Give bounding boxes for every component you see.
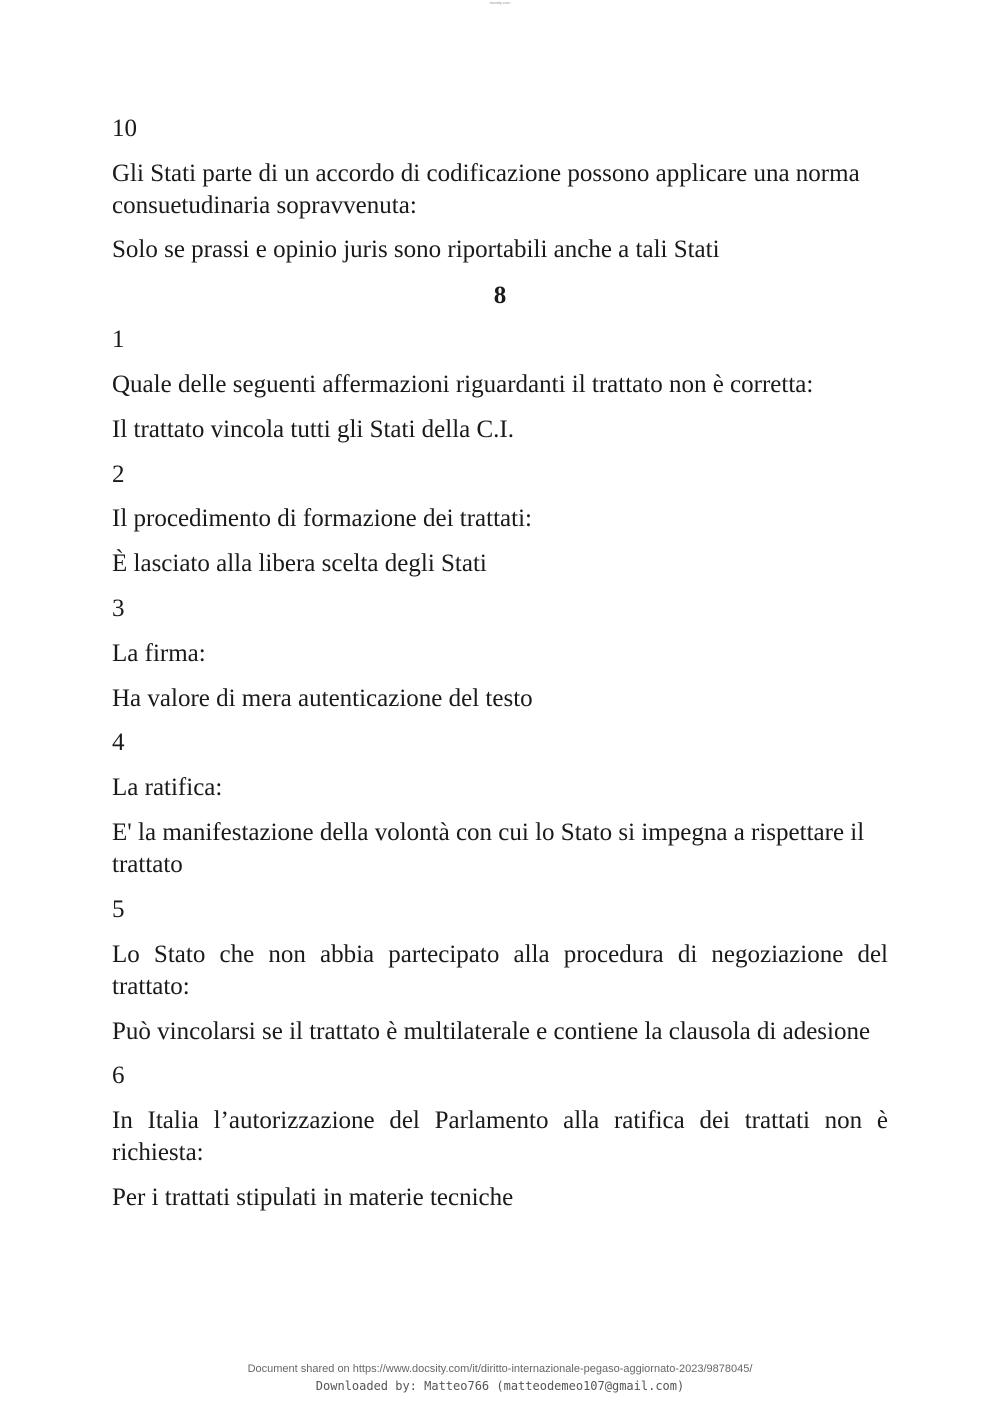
question-text: Lo Stato che non abbia partecipato alla procedura di negoziazione del trattato: xyxy=(112,941,888,1000)
section-number: 8 xyxy=(493,282,507,309)
answer-text: Ha valore di mera autenticazione del testo xyxy=(112,685,533,712)
question-number: 10 xyxy=(112,115,137,142)
top-watermark: docsity.com xyxy=(489,0,511,5)
question-text: La firma: xyxy=(112,640,206,667)
footer-downloaded-by: Downloaded by: Matteo766 (matteodemeo107@gmail.com) xyxy=(315,1379,685,1393)
question-number: 1 xyxy=(112,326,125,353)
answer-text: È lasciato alla libera scelta degli Stati xyxy=(112,550,487,577)
footer-shared-link[interactable]: Document shared on https://www.docsity.com/it/diritto-internazionale-pegaso-aggiornato-2023/9878045/ xyxy=(247,1363,753,1375)
answer-text: Per i trattati stipulati in materie tecniche xyxy=(112,1184,514,1211)
question-number: 6 xyxy=(112,1062,125,1089)
answer-text: E' la manifestazione della volontà con cui lo Stato si impegna a rispettare il trattato xyxy=(112,819,865,878)
question-text: In Italia l’autorizzazione del Parlamento alla ratifica dei trattati non è richiesta: xyxy=(112,1107,888,1166)
question-text: Il procedimento di formazione dei trattati: xyxy=(112,505,532,532)
question-number: 3 xyxy=(112,595,125,622)
question-text: Gli Stati parte di un accordo di codificazione possono applicare una norma consuetudinaria sopravvenuta: xyxy=(112,160,860,219)
question-number: 2 xyxy=(112,461,125,488)
question-number: 4 xyxy=(112,729,125,756)
question-text: Quale delle seguenti affermazioni riguardanti il trattato non è corretta: xyxy=(112,371,814,398)
question-number: 5 xyxy=(112,896,125,923)
answer-text: Può vincolarsi se il trattato è multilaterale e contiene la clausola di adesione xyxy=(112,1018,871,1045)
answer-text: Solo se prassi e opinio juris sono riportabili anche a tali Stati xyxy=(112,236,720,263)
answer-text: Il trattato vincola tutti gli Stati della C.I. xyxy=(112,416,515,443)
question-text: La ratifica: xyxy=(112,774,223,801)
